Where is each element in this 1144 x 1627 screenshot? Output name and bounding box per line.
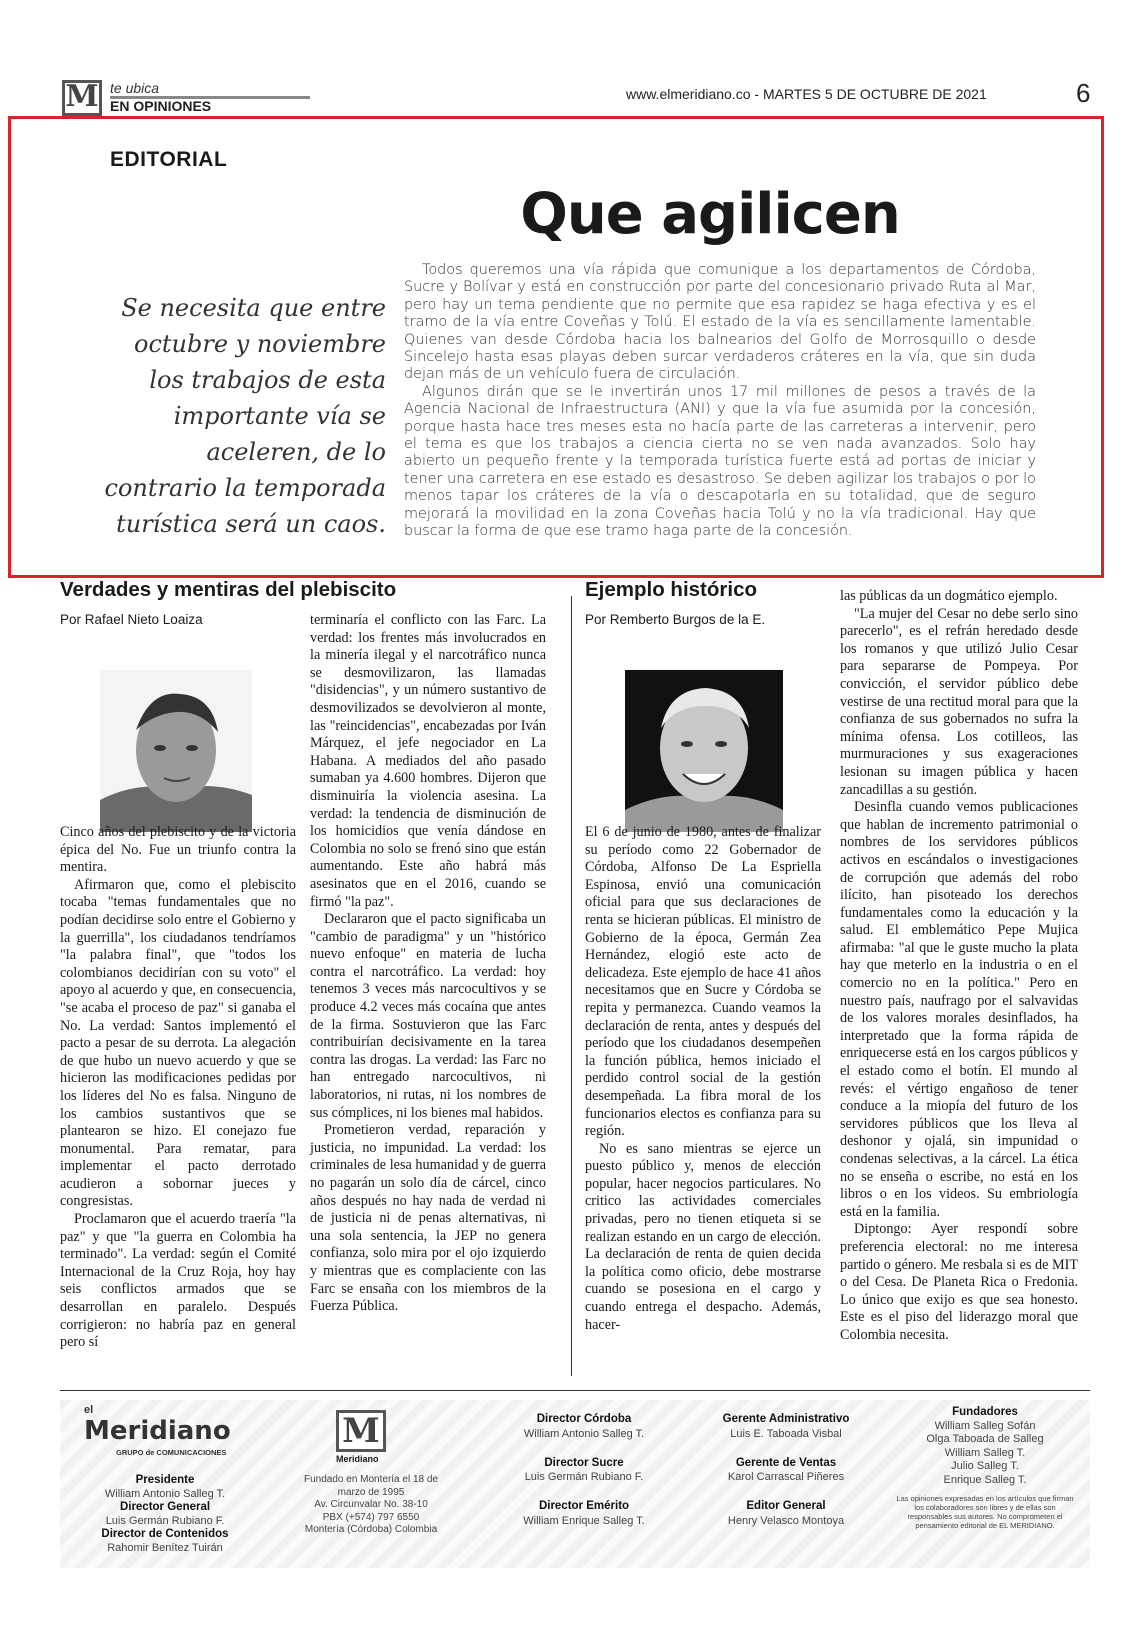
staff-name: William Antonio Salleg T. <box>104 1487 226 1500</box>
staff-block-2 <box>494 1412 674 1528</box>
column-divider <box>571 596 572 1376</box>
staff-name: Luis Germán Rubiano F. <box>524 1471 644 1483</box>
founder-name: Olga Taboada de Salleg <box>926 1433 1044 1445</box>
article-paragraph: Diptongo: Ayer respondí sobre preferencia electoral: no me interesa partido o género. Me resbala si es de MIT o del Cesa. De Planeta Rica o Fredonia. Lo único que exijo es que sea honesto. Este es el piso del liderazgo moral que Colombia necesita. <box>840 1221 1078 1343</box>
staff-name: Karol Carrascal Piñeres <box>727 1471 845 1483</box>
article2-byline: Por Remberto Burgos de la E. <box>585 612 766 627</box>
author-photo-remberto <box>625 670 783 832</box>
section-logo: M <box>62 80 102 116</box>
footer-address <box>296 1474 446 1537</box>
founders-block <box>900 1406 1070 1487</box>
staff-role: Director Córdoba <box>536 1413 632 1425</box>
founder-name: Julio Salleg T. <box>951 1460 1019 1472</box>
article2-title: Ejemplo histórico <box>585 578 757 601</box>
staff-block-3 <box>696 1412 876 1528</box>
editorial-pull-quote: Se necesita que entre octubre y noviembre los trabajos de esta importante vía se aceleren, de lo contrario la temporada turística será un caos. <box>104 294 386 538</box>
article-paragraph: "La mujer del Cesar no debe serlo sino parecerlo", es el refrán heredado desde los romanos y que utilizó Julio Cesar para separarse de Pompeya. Por convicción, el servidor público debe vestirse de una rectitud moral para que la confianza de sus gobernados no sufra la mínima ofensa. Los cotilleos, las murmuraciones y sus exageraciones lesionan su imagen pública y hacen zancadillas a su gestión. <box>840 605 1078 798</box>
article1-title: Verdades y mentiras del plebiscito <box>60 578 397 601</box>
editorial-label: EDITORIAL <box>110 148 228 171</box>
article1-column2 <box>310 612 546 1316</box>
brand-subtitle: GRUPO de COMUNICACIONES <box>116 1448 227 1457</box>
footer-logo: M <box>336 1410 386 1452</box>
address: Av. Circunvalar No. 38-10 <box>314 1499 428 1510</box>
section-name: EN OPINIONES <box>110 98 212 112</box>
staff-role: Editor General <box>746 1500 826 1512</box>
staff-name: Rahomir Benítez Tuirán <box>107 1541 223 1554</box>
staff-block-1 <box>76 1474 254 1555</box>
footer-rule <box>60 1390 1090 1391</box>
staff-name: Henry Velasco Montoya <box>727 1514 845 1527</box>
editorial-paragraph: Algunos dirán que se le invertirán unos 17 mil millones de pesos a través de la Agencia Nacional de Infraestructura (ANI) y que la vía fue asumida por la concesión, porque hasta hace tres meses esta no hacía parte de las carreteras a intervenir, pero el tema es que los trabajos a ciencia cierta no se ven nada avanzados. Solo hay abierto un pequeño frente y la temporada turística fuerte está ad portas de iniciar y tener una carretera en ese estado es desastroso. Se deben agilizar los trabajos o por lo menos tapar los cráteres de la vía o descapotarla en su totalidad, que de seguro mejorará la movilidad en la zona Coveñas hacia Tolú y no la vía tradicional. Hay que buscar la forma de que ese tramo haga parte de la concesión. <box>404 383 1036 540</box>
article1-byline: Por Rafael Nieto Loaiza <box>60 612 203 627</box>
staff-role: Director Emérito <box>538 1500 630 1512</box>
staff-name: William Antonio Salleg T. <box>523 1427 645 1440</box>
article-paragraph: El 6 de junio de 1980, antes de finalizar su período como 22 Gobernador de Córdoba, Alfonso De La Espriella Espinosa, envió una comunicación oficial para que sus declaraciones de renta se hicieran públicas. El ministro de Gobierno de la época, Germán Zea Hernández, elogió este acto de delicadeza. Este ejemplo de hace 41 años necesitamos que en Sucre y Córdoba se repita y permanezca. Cuando veamos la declaración de renta, antes y después del período que los ciudadanos desempeñen la función pública, hemos iniciado el perdido control social de la gestión desempeñada. La fibra moral de los funcionarios electos es confianza para su región. <box>585 824 821 1140</box>
staff-role: Gerente de Ventas <box>735 1456 837 1469</box>
founders-label: Fundadores <box>952 1406 1018 1418</box>
article-paragraph: Cinco años del plebiscito y de la victoria épica del No. Fue un triunfo contra la mentira. <box>60 824 296 876</box>
article2-column2 <box>840 588 1078 1345</box>
editorial-headline: Que agilicen <box>520 182 900 247</box>
brand-prefix: el <box>84 1404 94 1416</box>
dateline: www.elmeridiano.co - MARTES 5 DE OCTUBRE DE 2021 <box>626 86 987 102</box>
staff-role: Director de Contenidos <box>101 1528 229 1540</box>
founded-date: Fundado en Montería el 18 de marzo de 1995 <box>304 1474 438 1498</box>
editorial-body <box>404 262 1036 541</box>
staff-role: Director Sucre <box>544 1456 624 1469</box>
author-photo-rafael <box>100 670 252 832</box>
founder-name: William Salleg Sofán <box>934 1419 1036 1432</box>
staff-name: Luis E. Taboada Visbal <box>730 1427 842 1440</box>
staff-role: Presidente <box>135 1474 195 1486</box>
article1-column1 <box>60 824 296 1352</box>
city: Montería (Córdoba) Colombia <box>304 1524 438 1535</box>
article-paragraph: Afirmaron que, como el plebiscito tocaba "temas fundamentales que no podían decidirse solo entre el Gobierno y la guerrilla", los ciudadanos tendríamos "la palabra final", que "todos los colombianos decidirían con su voto" el apoyo al acuerdo y que, en consecuencia, "se acaba el proceso de paz" si ganaba el No. La verdad: Santos implementó el pacto a pesar de su derrota. La alegación de que hubo un nuevo acuerdo y que se hicieron las modificaciones pedidas por los líderes del No es falsa. Ninguno de los cambios sustantivos que se plantearon se hizo. El conejazo fue monumental. Para rematar, para implementar el pacto derrotado acudieron a sobornar jueces y congresistas. <box>60 876 296 1210</box>
staff-role: Director General <box>119 1501 211 1513</box>
phone: PBX (+574) 797 6550 <box>322 1511 420 1523</box>
staff-name: William Enrique Salleg T. <box>523 1514 645 1527</box>
article-paragraph: Proclamaron que el acuerdo traería "la paz" y que "la guerra en Colombia ha terminado". La verdad: según el Comité Internacional de la Cruz Roja, hoy hay seis conflictos armados que se desarrollan en paralelo. Después corrigieron: no habría paz en general pero sí <box>60 1211 296 1351</box>
staff-role: Gerente Administrativo <box>722 1413 850 1425</box>
article-paragraph: las públicas da un dogmático ejemplo. <box>840 588 1058 604</box>
article-paragraph: terminaría el conflicto con las Farc. La verdad: los frentes más involucrados en la minería ilegal y el narcotráfico nunca se desmovilizaron, las llamadas "disidencias", y un número sustantivo de desmovilizados se devolvieron al monte, las "reincidencias", encabezadas por Iván Márquez, el jefe negociador en La Habana. A mediados del año pasado sumaban ya 4.600 hombres. Dijeron que disminuiría la violencia asesina. La verdad: la tendencia de disminución de los homicidios que venía dándose en Colombia no solo se frenó sino que están aumentando. Este año habrá más asesinatos que en el 2016, cuando se firmó "la paz". <box>310 612 546 910</box>
article-paragraph: Desinfla cuando vemos publicaciones que hablan de incremento patrimonial o nombres de los servidores públicos activos en escándalos o investigaciones de corrupción que además del robo ilícito, han pisoteado los derechos fundamentales como la educación y la salud. El emblemático Pepe Mujica afirmaba: "al que le guste mucho la plata hay que meterlo en la industria o en el comercio no en la política." Pero en nuestro país, naufrago por el salvavidas de los valores morales desinflados, ha interpretado que la forma rápida de enriquecerse está en los cargos públicos y el estado como el botín. El mundo al revés: el vértigo engañoso de tener conduce a la miopía del futuro de los servidores públicos que los lleva al deshonor y ojalá, sin impunidad o condenas selectivas, a la cárcel. La ética no se enseña o escribe, no está en los libros o en los videos. Su embriología está en la familia. <box>840 799 1078 1220</box>
article-paragraph: Prometieron verdad, reparación y justicia, no impunidad. La verdad: los criminales de lesa humanidad y de guerra no pagarán un solo día de cárcel, cinco años después no hay nada de verdad ni de justicia ni de penas alternativas, ni una sola sentencia, la JEP no genera confianza, solo mira por el ojo izquierdo y mientras que es complaciente con las Farc se ensaña con los miembros de la Fuerza Pública. <box>310 1122 546 1315</box>
article-paragraph: No es sano mientras se ejerce un puesto público y, menos de elección popular, hacer negocios particulares. No critico las actividades comerciales privadas, pero no tienen etiqueta si se realizan estando en un cargo de elección. La declaración de renta de quien decida la política como oficio, debe mostrarse cuando se posesiona en el cargo y cuando entrega el despacho. Además, hacer- <box>585 1140 821 1333</box>
staff-name: Luis Germán Rubiano F. <box>105 1514 225 1527</box>
footer-logo-word: Meridiano <box>336 1454 379 1464</box>
founder-name: William Salleg T. <box>944 1446 1026 1459</box>
disclaimer: Las opiniones expresadas en los artículos que firman los colaboradores son libres y de ellas son responsables sus autores. No comprometen el pensamiento editorial de EL MERIDIANO. <box>896 1494 1074 1530</box>
brand-logo: Meridiano <box>84 1416 231 1446</box>
editorial-paragraph: Todos queremos una vía rápida que comunique a los departamentos de Córdoba, Sucre y Bolívar y está en construcción por parte del concesionario privado Ruta al Mar, pero hay un tema pendiente que no permite que esa rapidez se haga efectiva y es el tramo de la vía entre Coveñas y Tolú. El estado de la vía es sencillamente lamentable. Quienes van desde Córdoba hacia los balnearios del Golfo de Morrosquillo o desde Sincelejo hasta esas playas deben surcar verdaderos cráteres en la vía, que sin duda dejan más de un vehículo fuera de circulación. <box>404 262 1036 383</box>
page-number: 6 <box>1076 78 1091 108</box>
article2-column1 <box>585 824 821 1334</box>
article-paragraph: Declararon que el pacto significaba un "cambio de paradigma" y un "histórico nuevo enfoque" en materia de lucha contra el narcotráfico. La verdad: hoy tenemos 3 veces más narcocultivos y se produce 4.2 veces más cocaína que antes de la firma. Sostuvieron que las Farc contribuirían decisivamente en la tarea contra las drogas. La verdad: las Farc no han entregado narcocultivos, ni laboratorios, ni rutas, ni los nombres de sus cómplices, ni los bienes mal habidos. <box>310 911 546 1121</box>
founder-name: Enrique Salleg T. <box>943 1473 1027 1486</box>
section-tagline: te ubica <box>110 80 160 96</box>
